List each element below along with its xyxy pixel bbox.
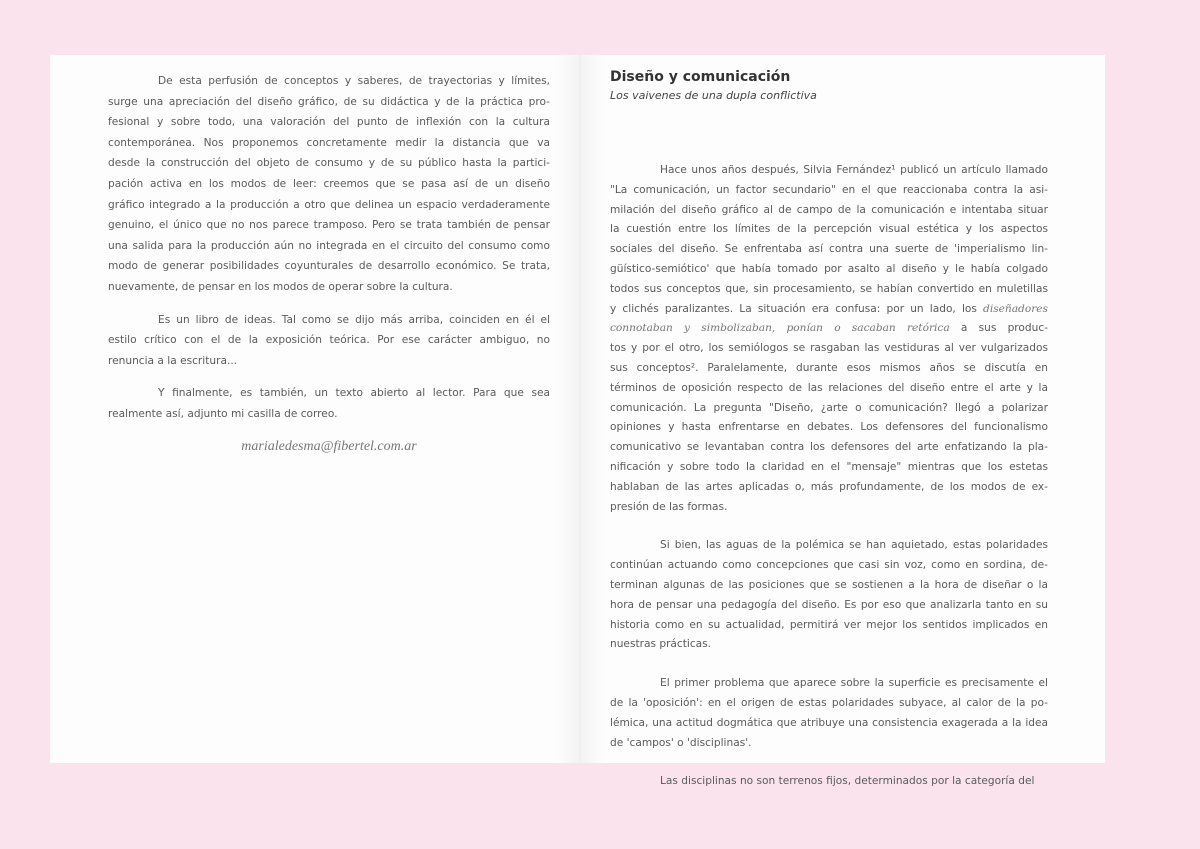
text-segment: historia como en su actualidad, permitirá ver mejor los sentidos implicados en — [610, 618, 1048, 631]
text-segment: tos y por el otro, los semiólogos se rasgaban las vestiduras al ver vulgarizados — [610, 342, 1048, 355]
text-segment: y clichés paralizantes. La situación era confusa: por un lado, los — [610, 302, 984, 315]
text-line — [610, 201, 1048, 221]
text-line — [610, 498, 1048, 518]
book-spread — [50, 55, 1105, 788]
text-segment: sociales del diseño. Se enfrentaba así contra una suerte de 'imperialismo lin- — [610, 243, 1048, 256]
text-line: realmente así, adjunto mi casilla de correo. — [108, 407, 338, 420]
text-line — [610, 616, 1048, 636]
text-segment: güístico-semiótico' que había tomado por asalto al diseño y le había colgado — [610, 262, 1048, 275]
chapter-title: Diseño y comunicación — [610, 69, 791, 85]
text-line: nuevamente, de pensar en los modos de operar sobre la cultura. — [108, 280, 453, 293]
text-line — [610, 478, 1048, 498]
text-line: fesional y sobre todo, una valoración del punto de inflexión con la cultura — [108, 116, 550, 129]
paragraph — [610, 161, 1048, 517]
text-line — [610, 319, 1048, 339]
text-segment: "La comunicación, un factor secundario" en el que reaccionaba contra la asi- — [610, 183, 1048, 196]
text-segment: continúan actuando como concepciones que casi sin voz, como en sordina, de- — [610, 559, 1048, 572]
text-segment: comunicación. La pregunta "Diseño, ¿arte o comunicación? llegó a polarizar — [610, 401, 1048, 414]
text-line — [610, 300, 1048, 320]
paragraph — [108, 383, 550, 424]
text-line — [610, 536, 1048, 556]
text-line — [610, 161, 1048, 181]
text-line — [610, 418, 1048, 438]
text-line — [610, 674, 1048, 694]
paragraph — [108, 310, 550, 372]
text-line — [610, 240, 1048, 260]
paragraph — [610, 536, 1048, 655]
text-segment: terminan algunas de las posiciones que se sostienen a la hora de diseñar o la — [610, 578, 1048, 591]
text-line: pación activa en los modos de leer: creemos que se pasa así de un diseño — [108, 177, 550, 190]
text-line — [610, 339, 1048, 359]
text-line — [610, 714, 1048, 734]
text-segment: presión de las formas. — [610, 500, 728, 513]
text-line: Y finalmente, es también, un texto abierto al lector. Para que sea — [158, 387, 550, 400]
text-segment: de 'campos' o 'disciplinas'. — [610, 736, 752, 749]
text-line: estilo crítico con el de la exposición teórica. Por ese carácter ambiguo, no — [108, 334, 550, 347]
text-line — [610, 694, 1048, 714]
text-segment: Si bien, las aguas de la polémica se han aquietado, estas polaridades — [660, 539, 1048, 552]
text-line — [610, 181, 1048, 201]
text-segment: de la 'oposición': en el origen de estas polaridades subyace, al calor de la po- — [610, 696, 1048, 709]
text-line: modo de generar posibilidades coyunturales de desarrollo económico. Se trata, — [108, 260, 550, 273]
text-segment: términos de oposición respecto de las relaciones del diseño entre el arte y la — [610, 381, 1048, 394]
text-segment: la cuestión entre los límites de la percepción visual estética y los aspectos — [610, 223, 1048, 236]
text-line — [610, 359, 1048, 379]
text-segment: sus conceptos². Paralelamente, durante esos mismos años se discutía en — [610, 361, 1048, 374]
text-segment: a sus produc- — [949, 322, 1048, 335]
text-segment: El primer problema que aparece sobre la superficie es precisamente el — [660, 677, 1048, 690]
left-page-body — [108, 71, 550, 425]
paragraph — [610, 772, 1048, 792]
paragraph — [108, 71, 550, 298]
text-segment: todos sus conceptos que, sin procesamiento, se habían convertido en muletillas — [610, 282, 1048, 295]
text-segment: nuestras prácticas. — [610, 638, 712, 651]
text-segment: hablaban de las artes aplicadas o, más profundamente, de los modos de ex- — [610, 480, 1048, 493]
text-segment: milación del diseño gráfico al de campo de la comunicación e intentaba situar — [610, 203, 1048, 216]
paragraph — [610, 674, 1048, 753]
right-page — [610, 67, 1048, 811]
text-line: genuino, el único que no nos parece tramposo. Pero se trata también de pensar — [108, 219, 550, 232]
text-segment: nificación y sobre todo la claridad en el "mensaje" mientras que los estetas — [610, 460, 1048, 473]
book-gutter — [555, 55, 605, 763]
text-line: gráfico integrado a la producción a otro que delinea un espacio verdaderamente — [108, 198, 550, 211]
text-segment: Hace unos años después, Silvia Fernández¹ publicó un artículo llamado — [660, 164, 1048, 176]
text-line — [610, 556, 1048, 576]
text-segment: opiniones y hasta enfrentarse en debates. Los defensores del funcionalismo — [610, 421, 1048, 434]
text-line: surge una apreciación del diseño gráfico, de su didáctica y de la práctica pro- — [108, 95, 550, 108]
right-page-body — [610, 161, 1048, 792]
text-segment: lémica, una actitud dogmática que atribuye una consistencia exagerada a la idea — [610, 716, 1048, 729]
text-segment: Las disciplinas no son terrenos fijos, determinados por la categoría del — [660, 775, 1035, 788]
text-line: contemporánea. Nos proponemos concretamente medir la distancia que va — [108, 136, 550, 149]
left-page — [108, 71, 550, 455]
text-line — [610, 399, 1048, 419]
text-line — [610, 576, 1048, 596]
text-line — [610, 220, 1048, 240]
text-line — [610, 734, 1048, 754]
text-line: Es un libro de ideas. Tal como se dijo más arriba, coinciden en él el — [158, 313, 550, 326]
text-segment: comunicativo se levantaban contra los defensores del arte enfatizando la pla- — [610, 441, 1048, 454]
chapter-subtitle: Los vaivenes de una dupla conflictiva — [610, 89, 817, 102]
text-line — [610, 772, 1048, 792]
text-line: De esta perfusión de conceptos y saberes, de trayectorias y límites, — [158, 75, 550, 87]
text-line — [610, 596, 1048, 616]
italic-emphasis: diseñadores — [983, 302, 1048, 315]
author-email: marialedesma@fibertel.com.ar — [241, 438, 417, 454]
text-line — [610, 635, 1048, 655]
text-line — [610, 260, 1048, 280]
italic-emphasis: connotaban y simbolizaban, ponían o sacaban retórica — [610, 322, 950, 335]
text-line: renuncia a la escritura... — [108, 354, 238, 367]
text-line — [610, 438, 1048, 458]
text-line: una salida para la producción aún no integrada en el circuito del consumo como — [108, 239, 550, 252]
text-line — [610, 379, 1048, 399]
text-line — [610, 458, 1048, 478]
text-line — [610, 280, 1048, 300]
text-segment: hora de pensar una pedagogía del diseño. Es por eso que analizarla tanto en su — [610, 598, 1048, 611]
text-line: desde la construcción del objeto de consumo y de su público hasta la partici- — [108, 157, 550, 170]
